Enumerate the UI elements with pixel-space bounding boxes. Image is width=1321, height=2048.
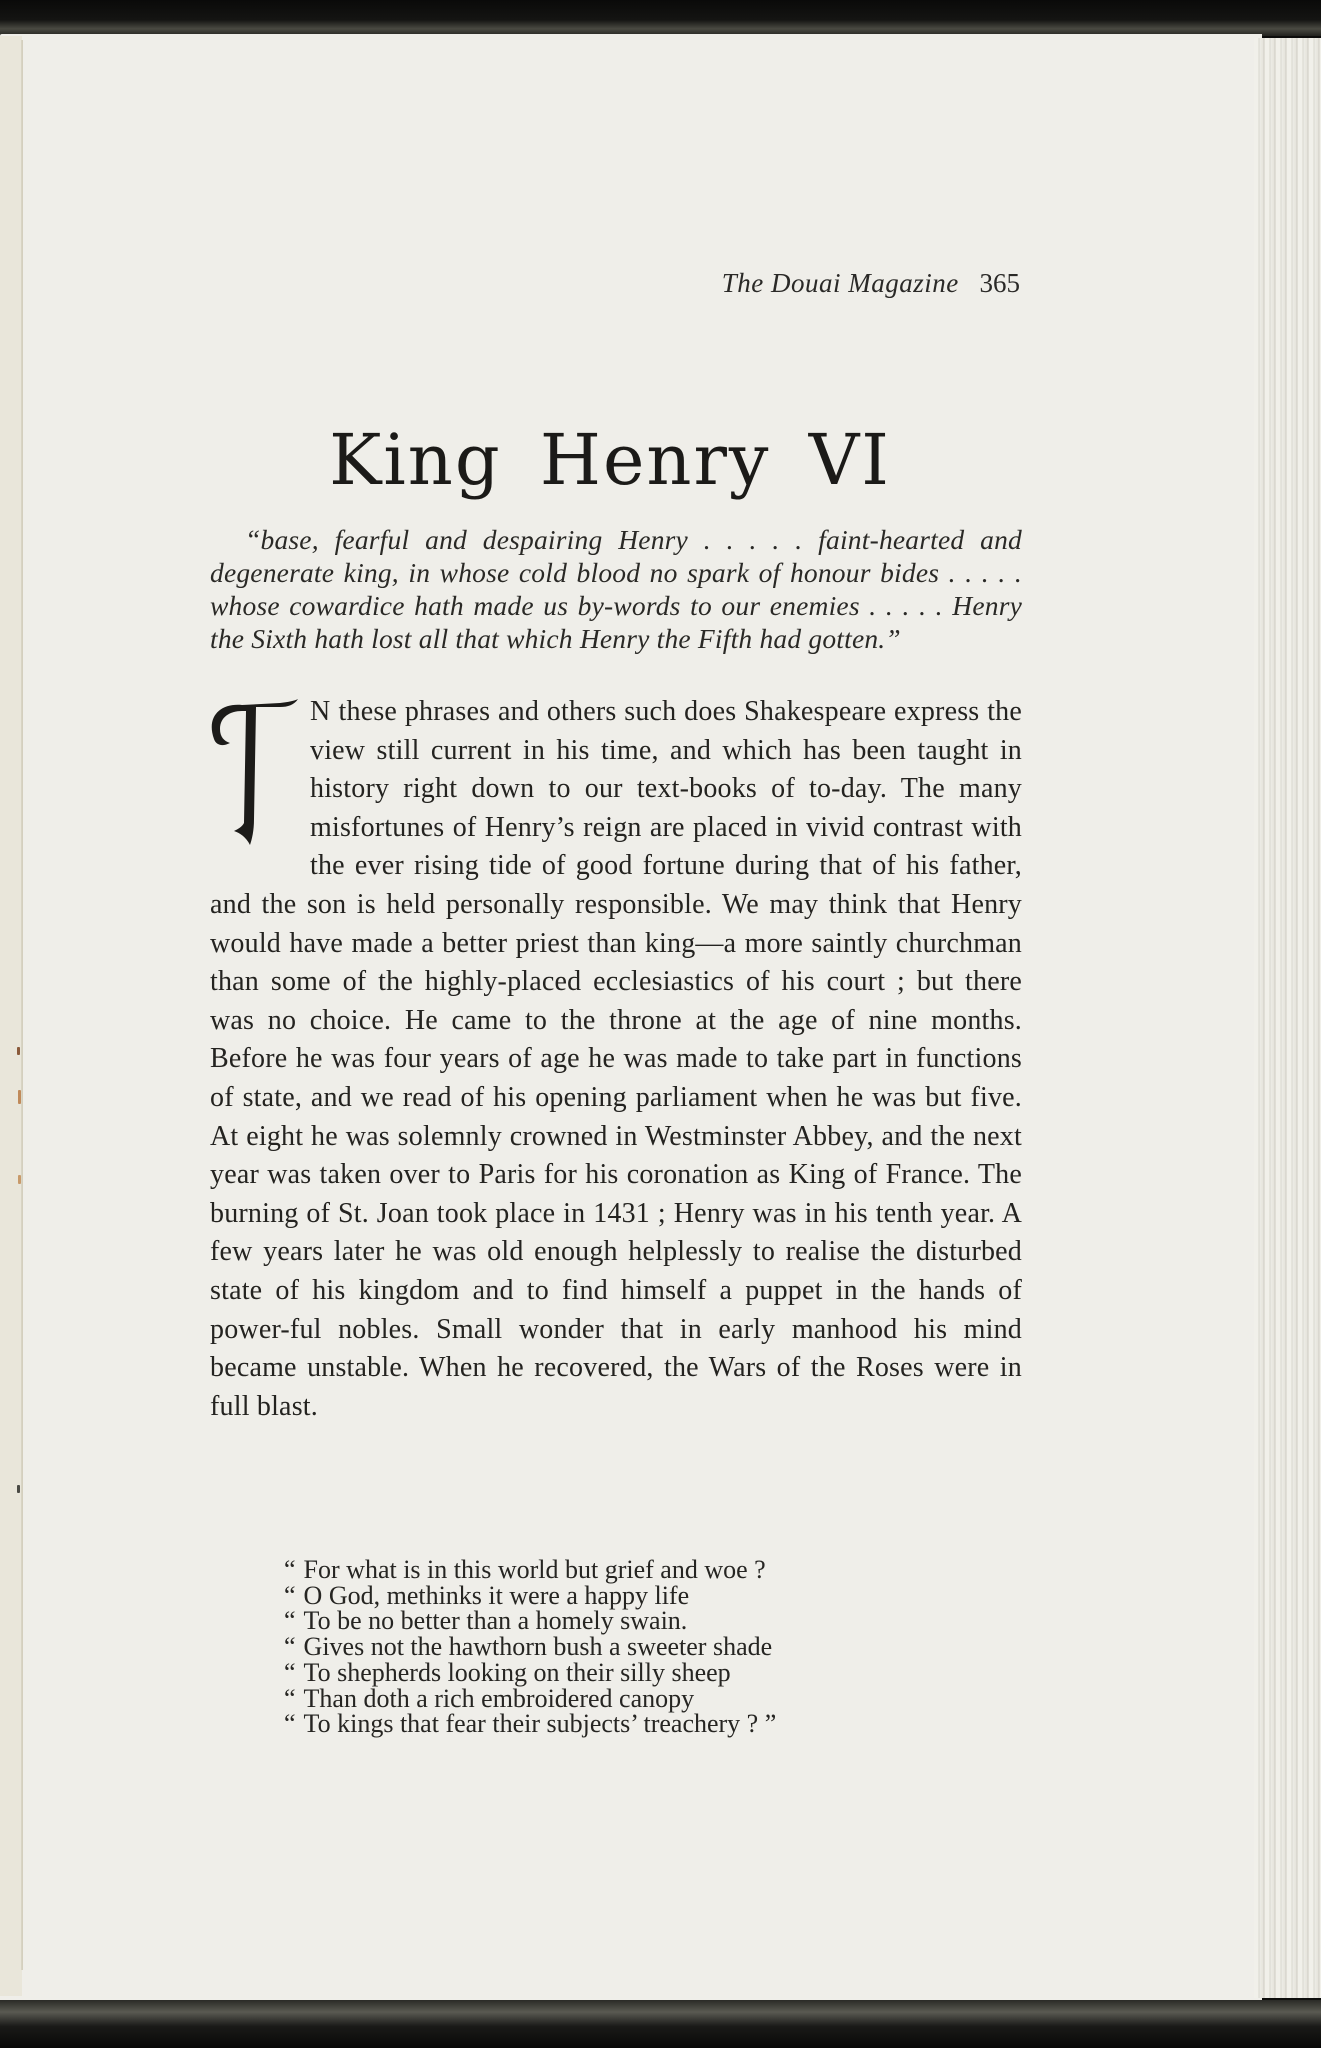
book-binding-top <box>0 0 1321 36</box>
page-stack-edges <box>1254 38 1321 1998</box>
lead-in-letter: N <box>310 696 331 727</box>
epigraph-quote: “base, fearful and despairing Henry . . . . . faint-hearted and degenerate king, in whose cold blood no spark of honour bides . . . . . whose cowardice hath made us by-words to our enemies . . . . . Henry the Sixth hath lost all that which Henry the Fifth had gotten.” <box>210 523 1022 655</box>
verse-quotation <box>284 1557 1004 1737</box>
publication-name: The Douai Magazine <box>721 268 959 298</box>
verse-line-text: O God, methinks it were a happy life <box>303 1580 690 1610</box>
verse-line <box>284 1657 1004 1687</box>
article-body <box>210 693 1022 1426</box>
verse-line <box>284 1557 1004 1583</box>
foxing-mark <box>18 1090 21 1104</box>
body-text: these phrases and others such does Shakespeare express the view still current in his time, and which has been taught in history right down to our text-books of to-day. The many misfortunes of Henry’s reign are placed in vivid contrast with the ever rising tide of good fortune during that of his father, and the son is held personally responsible. We may think that Henry would have made a better priest than king—a more saintly churchman than some of the highly-placed ecclesiastics of his court ; but there was no choice. He came to the throne at the age of nine months. Before he was four years of age he was made to take part in functions of state, and we read of his opening parliament when he was but five. At eight he was solemnly crowned in Westminster Abbey, and the next year was taken over to Paris for his coronation as King of France. The burning of St. Joan took place in 1431 ; Henry was in his tenth year. A few years later he was old enough helplessly to realise the disturbed state of his kingdom and to find himself a puppet in the hands of power-ful nobles. Small wonder that in early manhood his mind became unstable. When he recovered, the Wars of the Roses were in full blast. <box>210 696 1022 1422</box>
page-number: 365 <box>979 268 1020 298</box>
drop-cap-letter <box>304 699 305 700</box>
open-quote: “ <box>284 1683 296 1713</box>
open-quote: “ <box>284 1657 296 1687</box>
drop-cap <box>208 699 304 853</box>
open-quote: “ <box>284 1632 296 1662</box>
open-quote: “ <box>284 1555 296 1584</box>
running-head <box>722 268 1020 299</box>
foxing-mark <box>18 1175 21 1184</box>
facing-page-edge <box>0 36 22 1996</box>
verse-line <box>284 1608 1004 1634</box>
article-title: King Henry VI <box>329 418 891 501</box>
verse-line-text: To shepherds looking on their silly sheep <box>303 1657 731 1687</box>
verse-line-text: Than doth a rich embroidered canopy <box>303 1683 695 1713</box>
open-quote: “ <box>284 1580 296 1610</box>
verse-line-text: For what is in this world but grief and woe ? <box>303 1555 766 1584</box>
verse-line-text: To be no better than a homely swain. <box>303 1606 688 1636</box>
drop-cap-i-glyph <box>208 699 304 853</box>
verse-line-text: Gives not the hawthorn bush a sweeter shade <box>303 1632 773 1662</box>
verse-line <box>284 1683 1004 1713</box>
verse-line <box>284 1580 1004 1610</box>
verse-line <box>284 1711 1004 1737</box>
verse-line <box>284 1634 1004 1660</box>
foxing-mark <box>17 1485 20 1493</box>
foxing-mark <box>17 1047 20 1055</box>
open-quote: “ <box>284 1606 296 1636</box>
page-gutter-line <box>21 40 23 1970</box>
open-quote: “ <box>284 1709 296 1739</box>
book-binding-bottom <box>0 2000 1321 2048</box>
verse-line-text: To kings that fear their subjects’ treachery ? ” <box>303 1709 777 1739</box>
